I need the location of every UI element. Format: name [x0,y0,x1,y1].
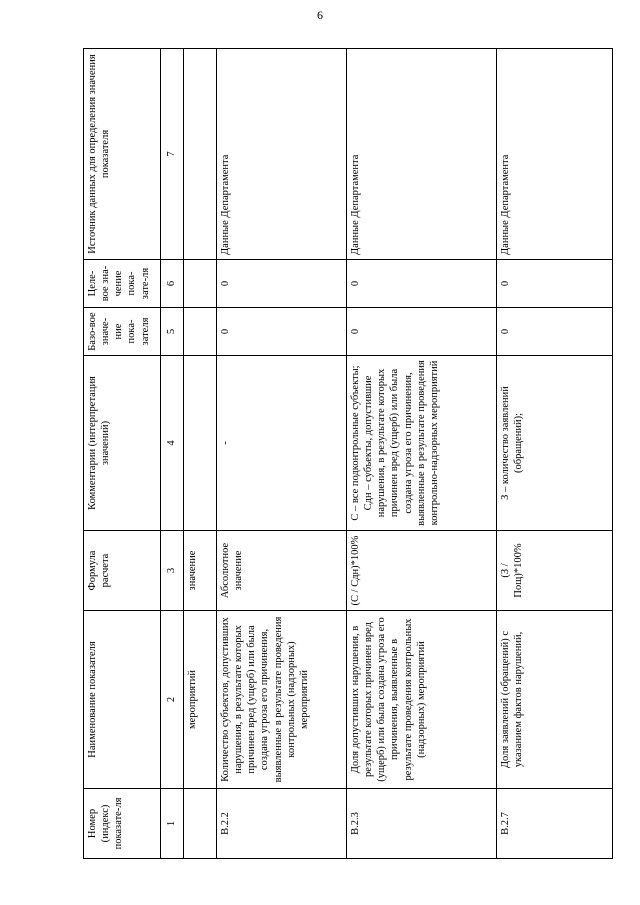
header-target: Целе-вое зна-чение пока-зате-ля [84,260,161,308]
row-target: 0 [497,260,613,308]
col-num: 2 [161,611,184,789]
row-base: 0 [217,308,347,356]
header-index: Номер (индекс) показате-ля [84,789,161,859]
col-num: 1 [161,789,184,859]
row-name: Доля допустивших нарушения, в результате которых причинен вред (ущерб) или была создана угроза его причинения, выявленные в результате проведения контрольных (надзорных) мероприятий [347,611,497,789]
row-source: Данные Департамента [217,49,347,260]
row-comment: С – все подконтрольные субъекты; Сдн – субъекты, допустившие нарушения, в результате которых причинен вред (ущерб) или была создана угроза его причинения, выявленные в результате проведения контрольно-надзорных мероприятий [347,356,497,531]
row-name: Количество субъектов, допустивших нарушения, в результате которых причинен вред (ущерб) или была создана угроза его причинения, выявленные в результате проведения контрольных (надзорных) мероприятий [217,611,347,789]
table-row [347,49,497,859]
row-base: 0 [347,308,497,356]
col-num: 3 [161,531,184,611]
row-comment: З – количество заявлений (обращений); [497,356,613,531]
row-formula: (З / Пощ)*100% [497,531,613,611]
row-formula: Абсолютное значение [217,531,347,611]
col-num: 6 [161,260,184,308]
col-num: 7 [161,49,184,260]
continuation-formula: значение [184,531,217,611]
row-target: 0 [217,260,347,308]
row-index: В.2.3 [347,789,497,859]
table-row [217,49,347,859]
table-row [497,49,613,859]
row-source: Данные Департамента [347,49,497,260]
header-comment: Комментарии (интерпретация значений) [84,356,161,531]
header-name: Наименование показателя [84,611,161,789]
header-base: Базо-вое значе-ние пока-зателя [84,308,161,356]
row-target: 0 [347,260,497,308]
row-comment: - [217,356,347,531]
continuation-row [184,49,217,859]
rotated-table-wrapper [83,49,613,859]
row-formula: (С / Сдн)*100% [347,531,497,611]
indicators-table [83,48,613,859]
table-header-row [84,49,161,859]
header-source: Источник данных для определения значения показателя [84,49,161,260]
continuation-name: мероприятий [184,611,217,789]
page-number: 6 [317,8,323,22]
row-index: В.2.7 [497,789,613,859]
row-index: В.2.2 [217,789,347,859]
column-numbers-row [161,49,184,859]
row-name: Доля заявлений (обращений) с указанием фактов нарушений, [497,611,613,789]
row-base: 0 [497,308,613,356]
header-formula: Формула расчета [84,531,161,611]
col-num: 4 [161,356,184,531]
row-source: Данные Департамента [497,49,613,260]
col-num: 5 [161,308,184,356]
